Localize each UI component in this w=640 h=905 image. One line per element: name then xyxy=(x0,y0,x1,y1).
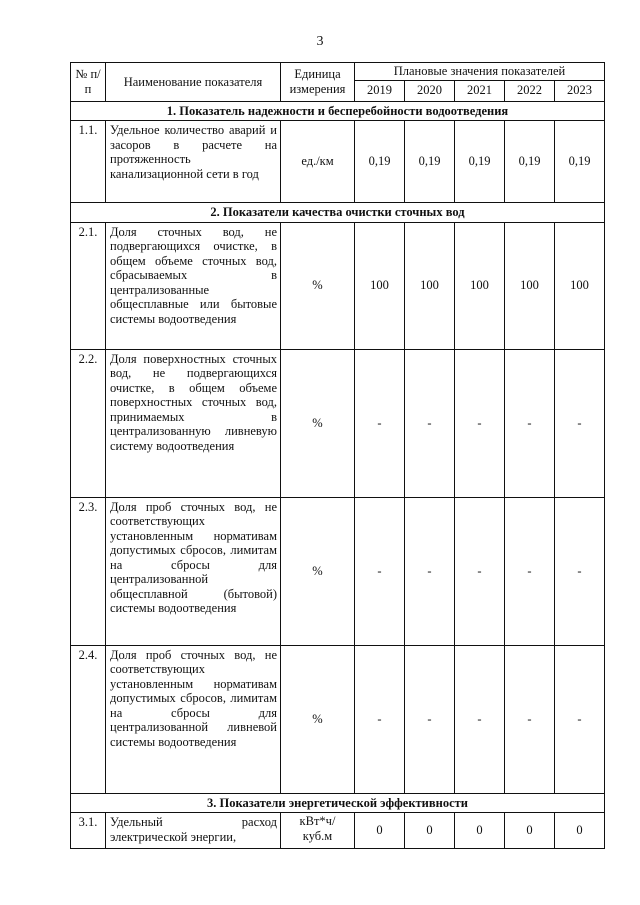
row-value: - xyxy=(355,349,405,497)
indicators-table xyxy=(70,62,605,849)
header-year: 2020 xyxy=(405,80,455,101)
row-value: 100 xyxy=(505,222,555,349)
header-planned: Плановые значения показателей xyxy=(355,63,605,81)
row-value: - xyxy=(555,645,605,793)
table-row xyxy=(71,813,605,849)
row-value: - xyxy=(555,349,605,497)
row-name: Доля проб сточных вод, не соответствующих установленным нормативам допустимых сбросов, лимитам на сбросы для централизованной общесплавной (бытовой) системы водоотведения xyxy=(106,497,281,645)
row-value: - xyxy=(455,497,505,645)
row-num: 2.4. xyxy=(71,645,106,793)
section-title: 3. Показатели энергетической эффективности xyxy=(71,793,605,813)
row-unit: % xyxy=(281,222,355,349)
row-value: - xyxy=(405,645,455,793)
row-value: - xyxy=(405,349,455,497)
table-row xyxy=(71,645,605,793)
header-name: Наименование показателя xyxy=(106,63,281,102)
row-value: - xyxy=(455,645,505,793)
row-name: Удельное количество аварий и засоров в расчете на протяженность канализационной сети в год xyxy=(106,121,281,203)
row-value: 0,19 xyxy=(505,121,555,203)
row-value: - xyxy=(355,497,405,645)
header-year: 2021 xyxy=(455,80,505,101)
row-value: - xyxy=(505,645,555,793)
row-value: 0 xyxy=(555,813,605,849)
table-row xyxy=(71,222,605,349)
row-num: 3.1. xyxy=(71,813,106,849)
row-value: - xyxy=(555,497,605,645)
header-num: № п/п xyxy=(71,63,106,102)
row-num: 2.3. xyxy=(71,497,106,645)
row-num: 2.2. xyxy=(71,349,106,497)
page-number: 3 xyxy=(316,34,324,49)
row-value: 100 xyxy=(405,222,455,349)
row-unit: % xyxy=(281,349,355,497)
row-unit: % xyxy=(281,645,355,793)
row-name: Доля поверхностных сточных вод, не подвергающихся очистке, в общем объеме поверхностных сточных вод, принимаемых в централизованную ливневую систему водоотведения xyxy=(106,349,281,497)
row-num: 1.1. xyxy=(71,121,106,203)
section-title: 2. Показатели качества очистки сточных вод xyxy=(71,203,605,223)
row-value: 100 xyxy=(455,222,505,349)
row-unit: ед./км xyxy=(281,121,355,203)
row-value: - xyxy=(405,497,455,645)
row-value: 0 xyxy=(405,813,455,849)
table-row xyxy=(71,349,605,497)
section-title: 1. Показатель надежности и бесперебойности водоотведения xyxy=(71,101,605,121)
header-year: 2023 xyxy=(555,80,605,101)
row-value: - xyxy=(355,645,405,793)
row-value: 100 xyxy=(355,222,405,349)
row-unit: кВт*ч/ куб.м xyxy=(281,813,355,849)
row-name: Удельный расход электрической энергии, xyxy=(106,813,281,849)
table-row xyxy=(71,121,605,203)
row-value: 0 xyxy=(505,813,555,849)
row-name: Доля проб сточных вод, не соответствующих установленным нормативам допустимых сбросов, лимитам на сбросы для централизованной ливневой системы водоотведения xyxy=(106,645,281,793)
row-value: 0,19 xyxy=(355,121,405,203)
row-value: - xyxy=(505,349,555,497)
row-name: Доля сточных вод, не подвергающихся очистке, в общем объеме сточных вод, сбрасываемых в централизованные общесплавные или бытовые системы водоотведения xyxy=(106,222,281,349)
row-value: 0 xyxy=(455,813,505,849)
header-year: 2019 xyxy=(355,80,405,101)
row-value: 100 xyxy=(555,222,605,349)
header-year: 2022 xyxy=(505,80,555,101)
row-unit: % xyxy=(281,497,355,645)
row-value: - xyxy=(455,349,505,497)
row-value: 0,19 xyxy=(455,121,505,203)
row-num: 2.1. xyxy=(71,222,106,349)
row-value: 0,19 xyxy=(405,121,455,203)
row-value: 0 xyxy=(355,813,405,849)
row-value: - xyxy=(505,497,555,645)
table-row xyxy=(71,497,605,645)
row-value: 0,19 xyxy=(555,121,605,203)
header-unit: Единица измерения xyxy=(281,63,355,102)
